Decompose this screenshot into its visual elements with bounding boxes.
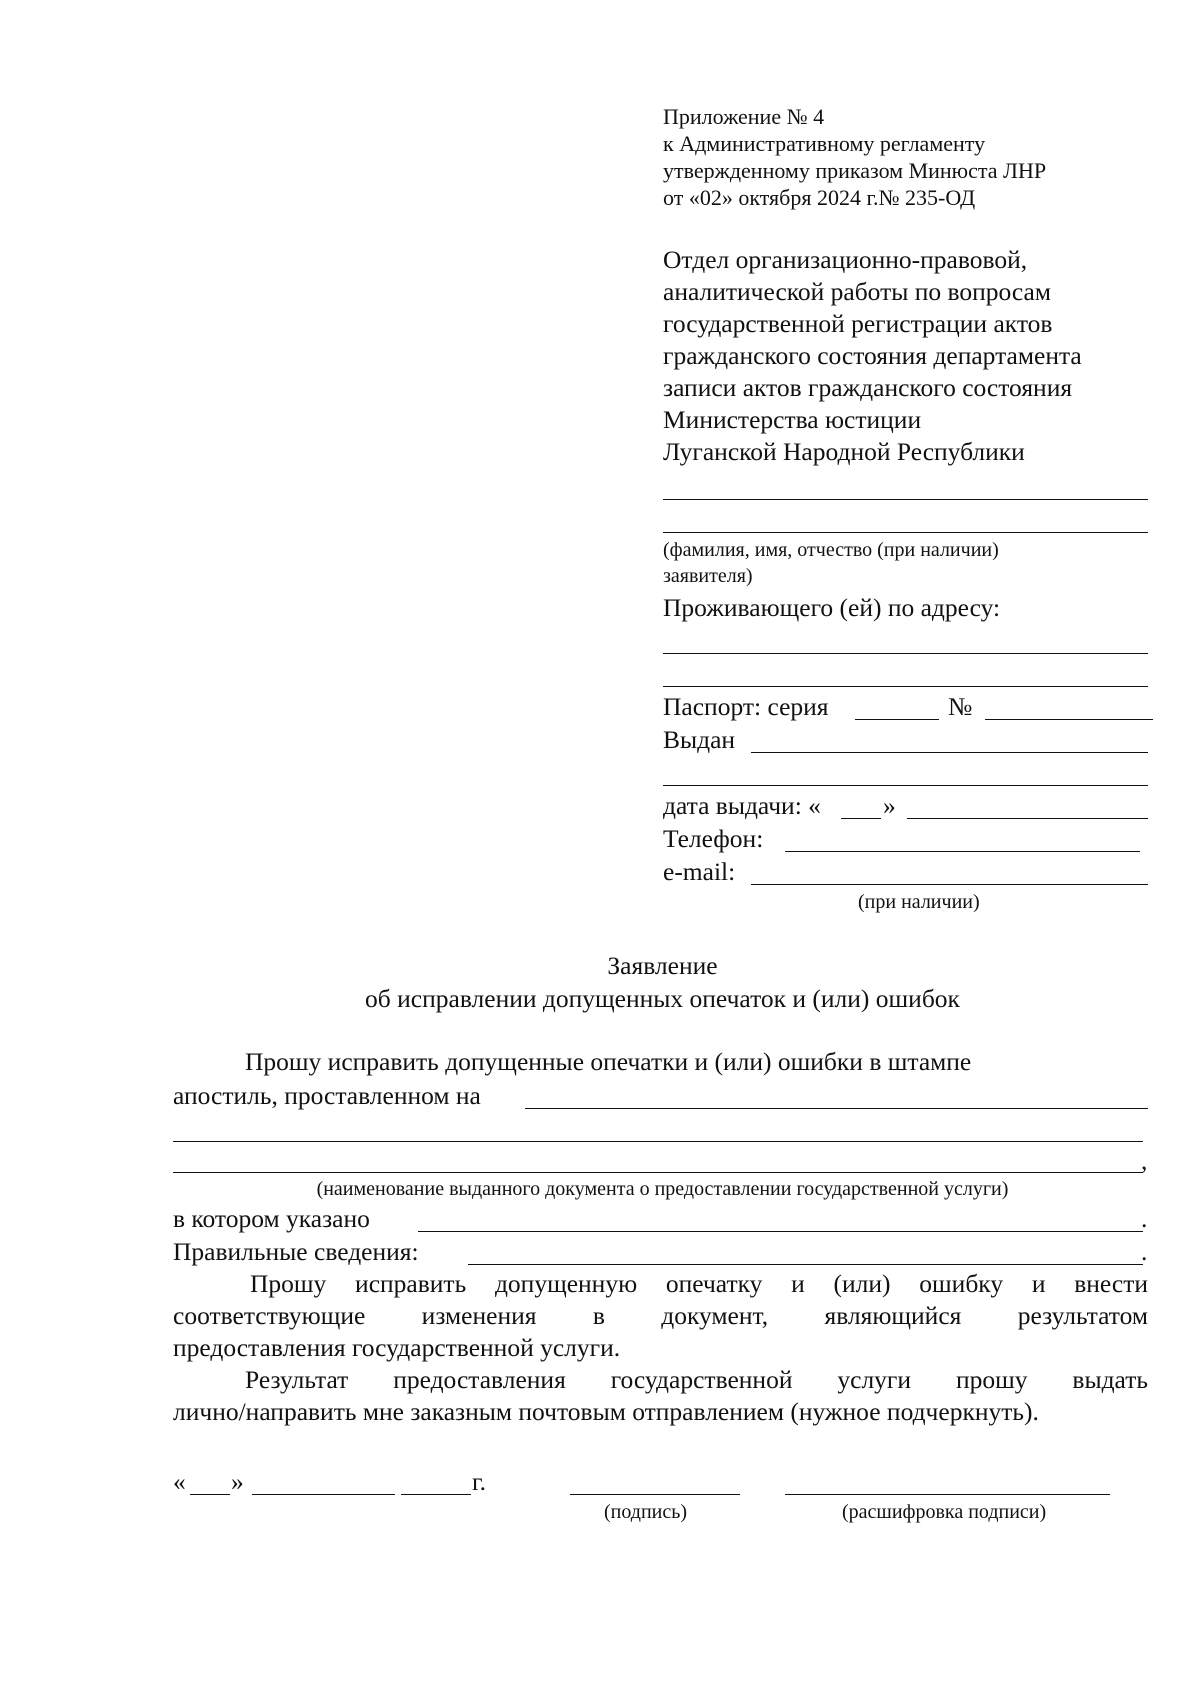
document-name-field-2[interactable] xyxy=(173,1141,1143,1142)
email-label: e-mail: xyxy=(663,857,736,886)
request-p3-line-1: Результат предоставления государственной услуги прошу выдать xyxy=(245,1365,1148,1394)
applicant-name-hint-2: заявителя) xyxy=(663,565,753,587)
applicant-name-hint-1: (фамилия, имя, отчество (при наличии) xyxy=(663,539,999,561)
date-open-quote: « xyxy=(173,1467,186,1496)
addressee-line-6: Министерства юстиции xyxy=(663,405,922,434)
correct-info-label: Правильные сведения: xyxy=(173,1237,419,1266)
addressee-line-4: гражданского состояния департамента xyxy=(663,341,1082,370)
applicant-name-line-1[interactable] xyxy=(663,499,1148,500)
signature-field[interactable] xyxy=(570,1494,740,1495)
comma: , xyxy=(1141,1146,1148,1175)
request-p1-line-1: Прошу исправить допущенные опечатки и (или) ошибки в штампе xyxy=(245,1047,972,1076)
address-line-2[interactable] xyxy=(663,686,1148,687)
addressee-line-1: Отдел организационно-правовой, xyxy=(663,245,1028,274)
signature-year-field[interactable] xyxy=(401,1494,471,1495)
appendix-line-1: Приложение № 4 xyxy=(663,104,825,129)
indicated-field[interactable] xyxy=(418,1231,1143,1232)
indicated-label: в котором указано xyxy=(173,1204,370,1233)
signature-day-field[interactable] xyxy=(190,1494,230,1495)
document-name-field-1[interactable] xyxy=(525,1108,1148,1109)
appendix-line-2: к Административному регламенту xyxy=(663,131,986,156)
phone-field[interactable] xyxy=(785,851,1140,852)
phone-label: Телефон: xyxy=(663,824,764,853)
document-subtitle: об исправлении допущенных опечаток и (или) ошибок xyxy=(365,984,960,1013)
appendix-line-4: от «02» октября 2024 г.№ 235-ОД xyxy=(663,185,976,210)
signature-decoding-field[interactable] xyxy=(785,1494,1110,1495)
issue-day-field[interactable] xyxy=(841,818,881,819)
correct-info-period: . xyxy=(1141,1237,1148,1266)
year-suffix: г. xyxy=(472,1467,486,1496)
addressee-line-7: Луганской Народной Республики xyxy=(663,437,1025,466)
issue-date-label: дата выдачи: « xyxy=(663,791,821,820)
applicant-name-line-2[interactable] xyxy=(663,532,1148,533)
document-name-field-3[interactable] xyxy=(173,1172,1143,1173)
signature-hint: (подпись) xyxy=(604,1501,688,1523)
request-p2-line-1: Прошу исправить допущенную опечатку и (или) ошибку и внести xyxy=(250,1269,1148,1298)
correct-info-field[interactable] xyxy=(468,1264,1143,1265)
signature-decoding-hint: (расшифровка подписи) xyxy=(842,1501,1047,1523)
signature-month-field[interactable] xyxy=(252,1494,395,1495)
request-p2-line-2: соответствующие изменения в документ, являющийся результатом xyxy=(173,1301,1148,1330)
passport-series-label: Паспорт: серия xyxy=(663,692,829,721)
issue-month-year-field[interactable] xyxy=(907,818,1148,819)
request-p1-line-2: апостиль, проставленном на xyxy=(173,1081,481,1110)
passport-number-sign: № xyxy=(948,692,973,721)
email-hint: (при наличии) xyxy=(858,891,980,913)
passport-series-field[interactable] xyxy=(855,719,939,720)
addressee-line-3: государственной регистрации актов xyxy=(663,309,1053,338)
issued-by-line-2[interactable] xyxy=(663,785,1148,786)
passport-number-field[interactable] xyxy=(985,719,1153,720)
request-p3-line-2: лично/направить мне заказным почтовым отправлением (нужное подчеркнуть). xyxy=(173,1397,1039,1426)
email-field[interactable] xyxy=(751,884,1148,885)
indicated-period: . xyxy=(1141,1204,1148,1233)
address-line-1[interactable] xyxy=(663,653,1148,654)
document-name-hint: (наименование выданного документа о предоставлении государственной услуги) xyxy=(316,1178,1009,1200)
document-title: Заявление xyxy=(607,951,718,980)
request-p2-line-3: предоставления государственной услуги. xyxy=(173,1333,621,1362)
addressee-line-2: аналитической работы по вопросам xyxy=(663,277,1051,306)
addressee-line-5: записи актов гражданского состояния xyxy=(663,373,1073,402)
appendix-line-3: утвержденному приказом Минюста ЛНР xyxy=(663,158,1047,183)
issue-date-close-quote: » xyxy=(883,791,896,820)
issued-by-field[interactable] xyxy=(751,752,1148,753)
address-label: Проживающего (ей) по адресу: xyxy=(663,593,1001,622)
issued-label: Выдан xyxy=(663,725,736,754)
date-close-quote: » xyxy=(231,1467,244,1496)
